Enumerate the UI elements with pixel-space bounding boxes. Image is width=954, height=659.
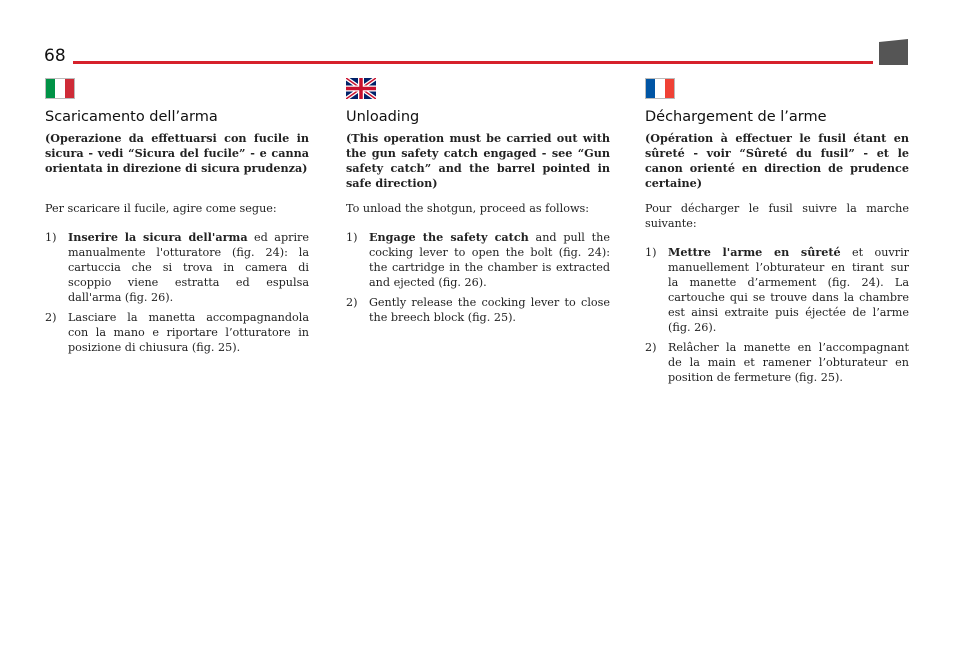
section-lead: To unload the shotgun, proceed as follows: [346, 202, 590, 215]
section-title: Unloading [346, 109, 420, 125]
section-intro: (Operazione da effettuarsi con fucile in sicura - vedi “Sicura del fucile” - e canna orientata in direzione di sicura prudenza) [45, 131, 309, 175]
step-emphasis: Inserire la sicura dell'arma [68, 230, 248, 244]
step-number: 1) [645, 246, 657, 259]
step-item [45, 310, 309, 355]
section-lead: Pour décharger le fusil suivre la marche suivante: [645, 202, 909, 230]
section-intro: (Opération à effectuer le fusil étant en sûreté - voir “Sûreté du fusil” - et le canon orienté en direction de prudence certaine) [645, 131, 909, 190]
step-text [369, 230, 610, 290]
column-italian [45, 78, 309, 360]
step-text [68, 230, 309, 305]
italian-flag-icon [45, 78, 75, 99]
corner-tab [879, 38, 908, 65]
section-title: Scaricamento dell’arma [45, 109, 218, 125]
step-emphasis: Mettre l'arme en sûreté [668, 245, 841, 259]
uk-flag-icon [346, 78, 376, 99]
step-number: 2) [45, 311, 57, 324]
step-text [668, 340, 909, 385]
step-text [369, 295, 610, 325]
column-french [645, 78, 909, 390]
column-english [346, 78, 610, 330]
step-number: 1) [45, 231, 57, 244]
step-item [346, 295, 610, 325]
steps-list [45, 230, 309, 355]
step-text [68, 310, 309, 355]
steps-list [645, 245, 909, 385]
step-body: ed aprire manualmente l'otturatore (fig. 24): la cartuccia che si trova in camera di scoppio viene estratta ed espulsa dall'arma (fig. 26). [68, 231, 310, 304]
step-item [346, 230, 610, 290]
step-number: 1) [346, 231, 358, 244]
step-emphasis: Engage the safety catch [369, 230, 529, 244]
step-body: Gently release the cocking lever to close the breech block (fig. 25). [369, 296, 610, 324]
section-lead: Per scaricare il fucile, agire come segue: [45, 202, 277, 215]
section-intro: (This operation must be carried out with the gun safety catch engaged - see “Gun safety catch” and the barrel pointed in safe direction) [346, 131, 610, 190]
steps-list [346, 230, 610, 325]
step-text [668, 245, 909, 335]
page-number: 68 [44, 46, 66, 66]
step-item [645, 340, 909, 385]
french-flag-icon [645, 78, 675, 99]
step-body: Relâcher la manette en l’accompagnant de la main et ramener l’obturateur en position de fermeture (fig. 25). [668, 341, 909, 384]
step-body: Lasciare la manetta accompagnandola con la mano e riportare l’otturatore in posizione di chiusura (fig. 25). [68, 311, 309, 354]
section-title: Déchargement de l’arme [645, 109, 827, 125]
step-item [645, 245, 909, 335]
step-item [45, 230, 309, 305]
step-number: 2) [645, 341, 657, 354]
step-number: 2) [346, 296, 358, 309]
step-body: and pull the cocking lever to open the bolt (fig. 24): the cartridge in the chamber is extracted and ejected (fig. 26). [369, 231, 610, 289]
header-rule [73, 61, 873, 64]
step-body: et ouvrir manuellement l’obturateur en tirant sur la manette d’armement (fig. 24). La cartouche qui se trouve dans la chambre est ainsi extraite puis éjectée de l’arme (fig. 26). [668, 246, 909, 334]
